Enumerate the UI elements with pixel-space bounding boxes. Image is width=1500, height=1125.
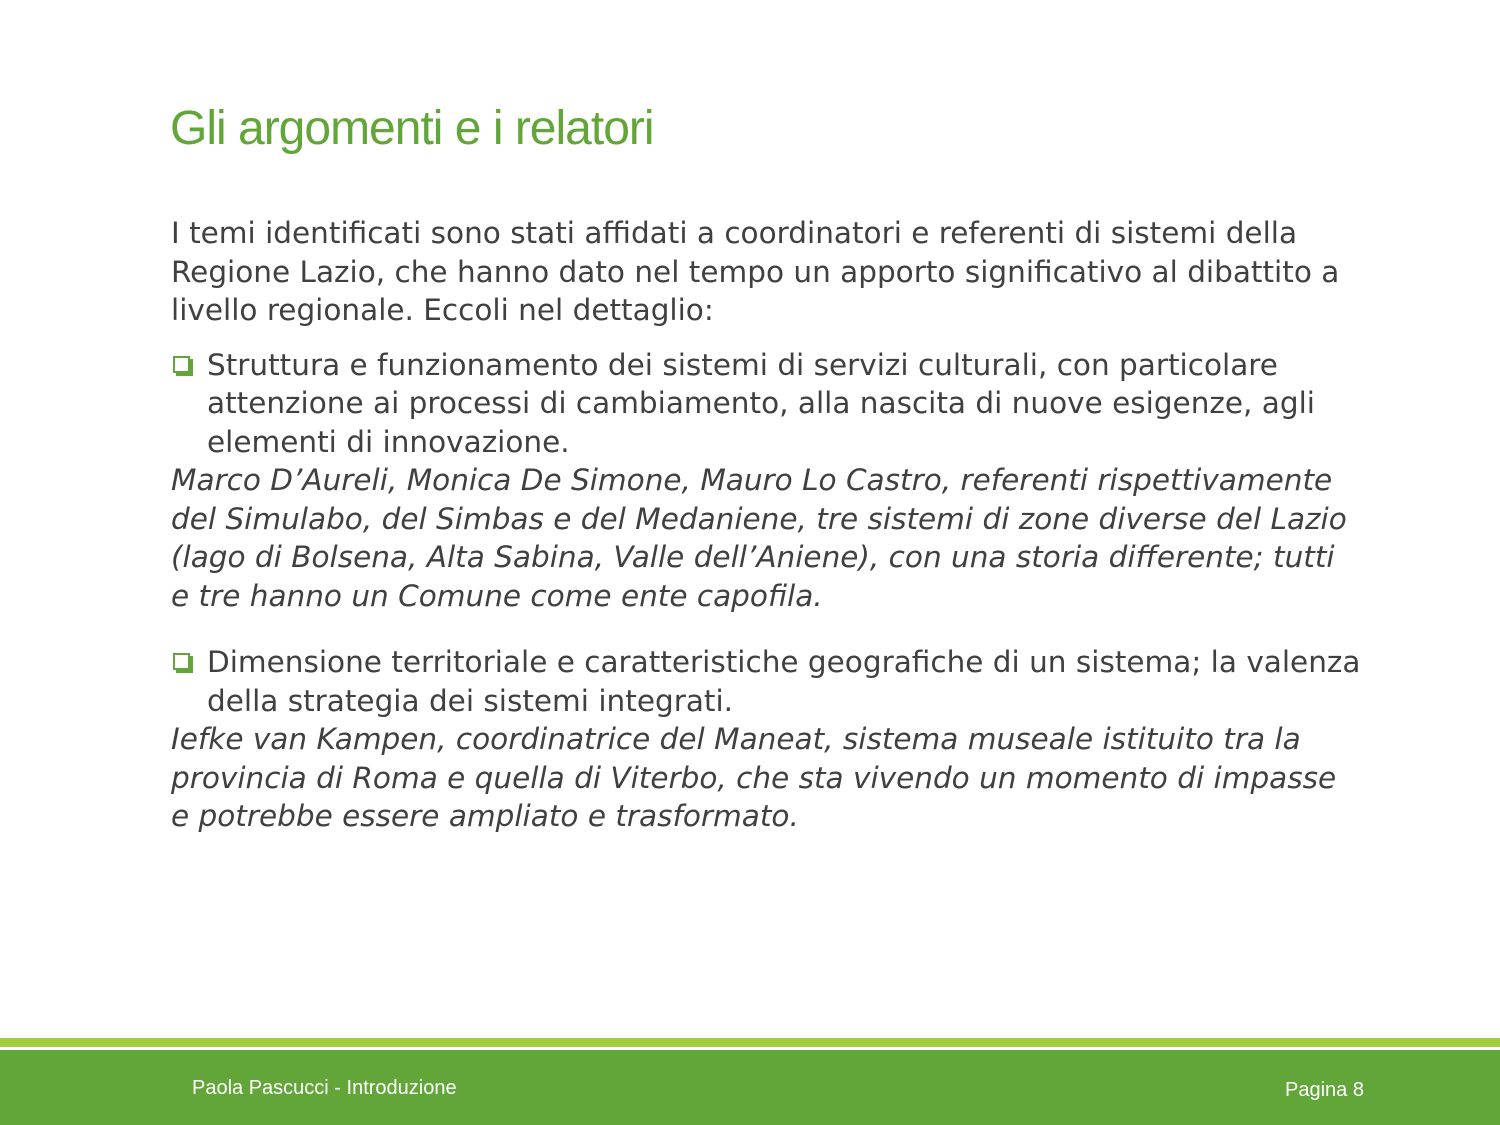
topic-bullet-2	[171, 643, 1361, 720]
footer-bar	[0, 1050, 1500, 1125]
topic-text: Dimensione territoriale e caratteristiche geografiche di un sistema; la valenza della strategia dei sistemi integrati.	[207, 645, 1361, 718]
checkbox-bullet-icon	[173, 653, 190, 670]
slide-title: Gli argomenti e i relatori	[170, 102, 654, 155]
checkbox-bullet-icon	[173, 356, 190, 373]
slide-content	[171, 214, 1361, 836]
footer-author: Paola Pascucci - Introduzione	[192, 1077, 457, 1099]
topic-speakers-2: Iefke van Kampen, coordinatrice del Maneat, sistema museale istituito tra la provincia di Roma e quella di Viterbo, che sta vivendo un momento di impasse e potrebbe essere ampliato e trasformato.	[171, 722, 1337, 833]
page-number: Pagina 8	[1285, 1079, 1364, 1101]
intro-paragraph: I temi identificati sono stati affidati a coordinatori e referenti di sistemi della Regione Lazio, che hanno dato nel tempo un apporto significativo al dibattito a livello regionale. Eccoli nel dettaglio:	[171, 216, 1340, 327]
topic-text: Struttura e funzionamento dei sistemi di servizi culturali, con particolare attenzione ai processi di cambiamento, alla nascita di nuove esigenze, agli elementi di innovazione.	[207, 347, 1315, 459]
topic-speakers-1: Marco D’Aureli, Monica De Simone, Mauro Lo Castro, referenti rispettivamente del Simulabo, del Simbas e del Medaniene, tre sistemi di zone diverse del Lazio (lago di Bolsena, Alta Sabina, Valle dell’Aniene), con una storia differente; tutti e tre hanno un Comune come ente capofila.	[171, 463, 1347, 613]
topic-bullet-1	[171, 346, 1361, 462]
footer-accent-line	[0, 1038, 1500, 1047]
